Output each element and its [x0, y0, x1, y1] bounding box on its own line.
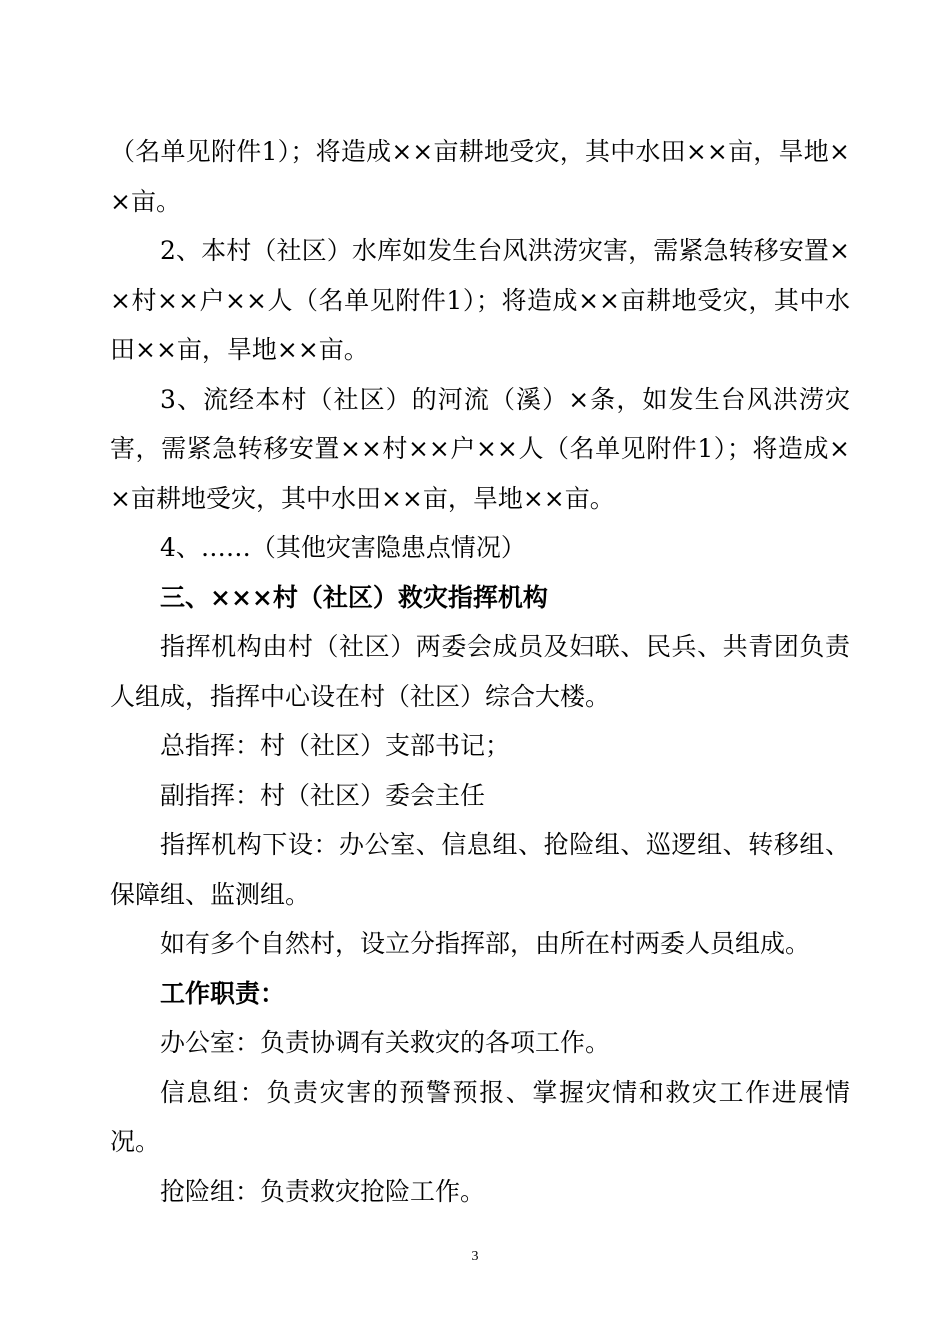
paragraph-item-4: 4、……（其他灾害隐患点情况）: [160, 533, 526, 562]
paragraph-sub-command: 如有多个自然村，设立分指挥部，由所在村两委人员组成。: [160, 929, 811, 958]
paragraph-command-org: 指挥机构由村（社区）两委会成员及妇联、民兵、共青团负责人组成，指挥中心设在村（社区）综合大楼。: [110, 632, 850, 711]
paragraph-deputy-commander: 副指挥：村（社区）委会主任: [160, 780, 486, 810]
paragraph-item-2: 2、本村（社区）水库如发生台风洪涝灾害，需紧急转移安置××村××户××人（名单见附件1）；将造成××亩耕地受灾，其中水田××亩，旱地××亩。: [110, 236, 850, 364]
paragraph-office-duty: 办公室：负责协调有关救灾的各项工作。: [160, 1028, 611, 1057]
page-number: 3: [471, 1249, 479, 1264]
paragraph-continuation: （名单见附件1）；将造成××亩耕地受灾，其中水田××亩，旱地××亩。: [110, 137, 850, 216]
paragraph-rescue-group-duty: 抢险组：负责救灾抢险工作。: [160, 1176, 486, 1206]
document-body: [110, 127, 850, 1216]
paragraph-item-3: 3、流经本村（社区）的河流（溪）×条，如发生台风洪涝灾害，需紧急转移安置××村××户××人（名单见附件1）；将造成××亩耕地受灾，其中水田××亩，旱地××亩。: [110, 384, 850, 513]
section-heading: 三、×××村（社区）救灾指挥机构: [160, 582, 548, 612]
duties-heading: 工作职责：: [160, 978, 286, 1008]
paragraph-subgroups: 指挥机构下设：办公室、信息组、抢险组、巡逻组、转移组、保障组、监测组。: [110, 830, 850, 909]
paragraph-info-group-duty: 信息组：负责灾害的预警预报、掌握灾情和救灾工作进展情况。: [110, 1077, 850, 1156]
paragraph-chief-commander: 总指挥：村（社区）支部书记；: [160, 731, 511, 760]
